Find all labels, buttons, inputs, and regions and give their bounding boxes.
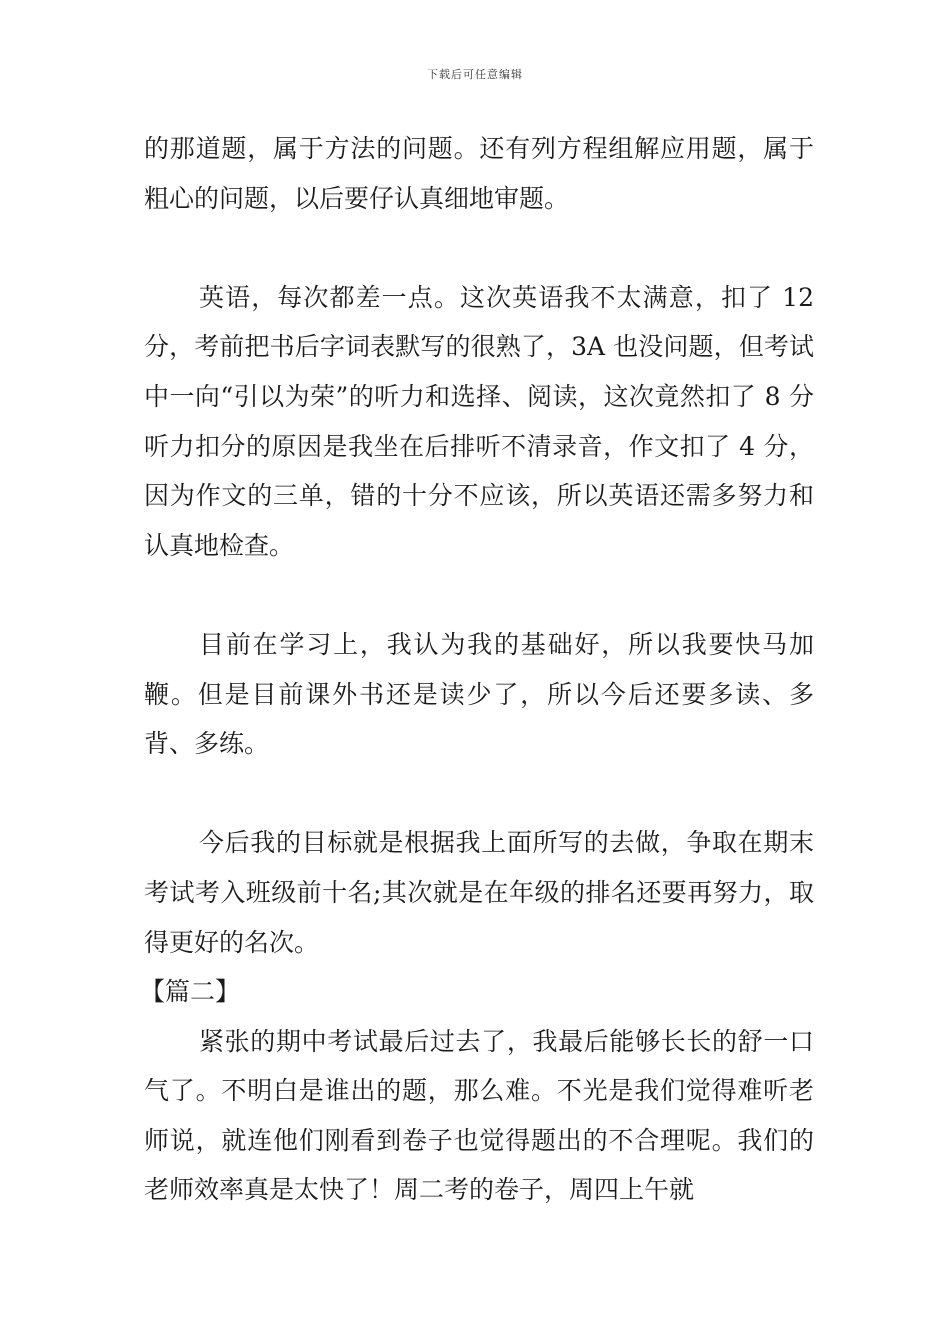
paragraph-part-two-intro: 紧张的期中考试最后过去了，我最后能够长长的舒一口气了。不明白是谁出的题，那么难。不光是我们觉得难听老师说，就连他们刚看到卷子也觉得题出的不合理呢。我们的老师效率真是太快了！周二考的卷子，周四上午就	[144, 1026, 814, 1205]
paragraph-math-continued: 的那道题，属于方法的问题。还有列方程组解应用题，属于粗心的问题，以后要仔认真细地审题。	[144, 134, 814, 213]
paragraph-goals: 今后我的目标就是根据我上面所写的去做，争取在期末考试考入班级前十名;其次就是在年级的排名还要再努力，取得更好的名次。	[144, 828, 814, 957]
document-body	[140, 124, 814, 1215]
section-heading-part-two: 【篇二】	[140, 977, 241, 1007]
page-header-note: 下载后可任意编辑	[427, 68, 523, 81]
paragraph-study-plan: 目前在学习上，我认为我的基础好，所以我要快马加鞭。但是目前课外书还是读少了，所以今后还要多读、多背、多练。	[144, 629, 814, 759]
paragraph-english: 英语，每次都差一点。这次英语我不太满意，扣了 12 分，考前把书后字词表默写的很熟了，3A 也没问题，但考试中一向“引以为荣”的听力和选择、阅读，这次竟然扣了 8 分听力扣分的原因是我坐在后排听不清录音，作文扣了 4 分，因为作文的三单，错的十分不应该，所以英语还需多努力和认真地检查。	[144, 282, 814, 560]
